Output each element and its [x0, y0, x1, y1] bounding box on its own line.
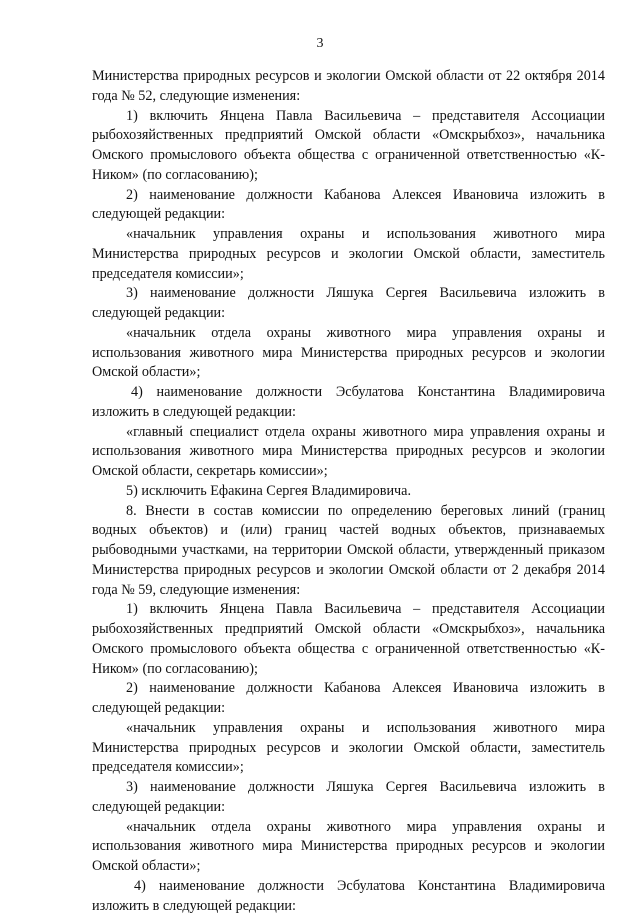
paragraph: 1) включить Янцена Павла Васильевича – представителя Ассоциации рыбохозяйственных предприятий Омской области «Омскрыбхоз», начальника Омского промыслового объекта общества с ограниченной ответственностью «К-Ником» (по согласованию); — [92, 601, 605, 677]
paragraph: Министерства природных ресурсов и экологии Омской области от 22 октября 2014 года № 52, следующие изменения: — [92, 68, 605, 104]
paragraph: 3) наименование должности Ляшука Сергея Васильевича изложить в следующей редакции: — [92, 779, 605, 815]
paragraph: 2) наименование должности Кабанова Алексея Ивановича изложить в следующей редакции: — [92, 680, 605, 716]
paragraph: «начальник отдела охраны животного мира управления охраны и использования животного мира Министерства природных ресурсов и экологии Омской области»; — [92, 818, 605, 874]
page-number: 3 — [316, 36, 324, 51]
paragraph: 1) включить Янцена Павла Васильевича – представителя Ассоциации рыбохозяйственных предприятий Омской области «Омскрыбхоз», начальника Омского промыслового объекта общества с ограниченной ответственностью «К-Ником» (по согласованию); — [92, 107, 605, 183]
paragraph: «главный специалист отдела охраны животного мира управления охраны и использования животного мира Министерства природных ресурсов и экологии Омской области, секретарь комиссии»; — [92, 423, 605, 479]
document-body — [92, 67, 605, 916]
paragraph: «начальник отдела охраны животного мира управления охраны и использования животного мира Министерства природных ресурсов и экологии Омской области»; — [92, 324, 605, 381]
paragraph: «начальник управления охраны и использования животного мира Министерства природных ресурсов и экологии Омской области, заместитель председателя комиссии»; — [92, 226, 605, 282]
paragraph: 4) наименование должности Эсбулатова Константина Владимировича изложить в следующей редакции: — [92, 877, 605, 914]
paragraph: 3) наименование должности Ляшука Сергея Васильевича изложить в следующей редакции: — [92, 285, 605, 321]
paragraph: 4) наименование должности Эсбулатова Константина Владимировича изложить в следующей редакции: — [92, 384, 605, 420]
paragraph: «начальник управления охраны и использования животного мира Министерства природных ресурсов и экологии Омской области, заместитель председателя комиссии»; — [92, 719, 605, 776]
paragraph: 5) исключить Ефакина Сергея Владимировича. — [126, 482, 412, 499]
paragraph: 8. Внести в состав комиссии по определению береговых линий (границ водных объектов) и (или) границ частей водных объектов, признаваемых рыбоводными участками, на территории Омской области, утвержденный приказом Министерства природных ресурсов и экологии Омской области от 2 декабря 2014 года № 59, следующие изменения: — [92, 502, 605, 598]
paragraph: 2) наименование должности Кабанова Алексея Ивановича изложить в следующей редакции: — [92, 186, 605, 223]
